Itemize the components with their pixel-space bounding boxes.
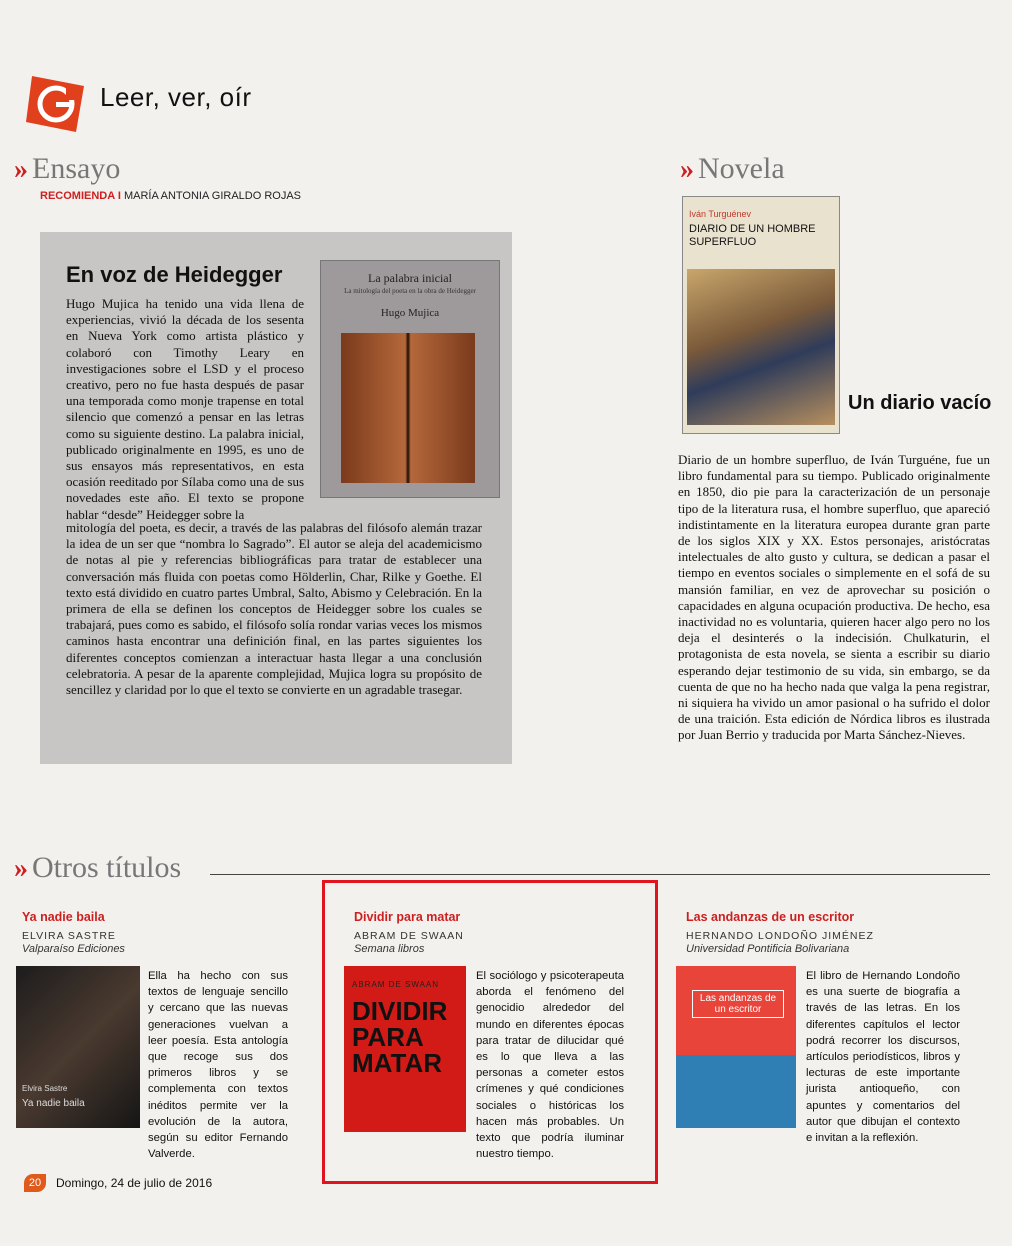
book-cover-diario-hombre-superfluo: Iván Turguénev DIARIO DE UN HOMBRE SUPERFLUO (682, 196, 840, 434)
recommended-by: RECOMIENDA I MARÍA ANTONIA GIRALDO ROJAS (40, 190, 302, 202)
section-title: Leer, ver, oír (100, 82, 252, 112)
book-author: ELVIRA SASTRE (22, 930, 116, 942)
highlight-box (322, 880, 658, 1184)
book-publisher: Valparaíso Ediciones (22, 943, 125, 955)
book-review: Ella ha hecho con sus textos de lenguaje sencillo y cercano que las nuevas generaciones vuelvan a leer poesía. Esta antología que recoge sus dos primeros libros y se complementa con textos inéditos permite ver la evolución de la autora, según su editor Fernando Valverde. (148, 970, 288, 1161)
cover-illustration (687, 269, 835, 425)
book-author: HERNANDO LONDOÑO JIMÉNEZ (686, 930, 874, 942)
ensayo-title: En voz de Heidegger (66, 262, 283, 287)
book-review: El libro de Hernando Londoño es una suerte de biografía a través de las letras. En los diferentes capítulos el lector podrá recorrer los discursos, artículos periodísticos, libros y lecturas de este importante jurista antioqueño, con apuntes y comentarios del autor que dibujan el contexto e invitan a la reflexión. (806, 970, 960, 1145)
ensayo-body-part-2: mitología del poeta, es decir, a través de las palabras del filósofo alemán trazar la idea de un ser que “nombra lo Sagrado”. El autor se aleja del academicismo de notas al pie y referencias bibliográficas para tratar de establecer una conversación más fluida con poetas como Hölderlin, Char, Rilke y Goethe. El texto está dividido en cuatro partes Umbral, Salto, Abismo y Celebración. En la primera de ella se definen los conceptos de Heidegger sobre los cuales se trabajará, pues como es sabido, el filósofo solía rondar varias veces los mismos caminos hasta encontrar una definición final, en las partes siguientes los diferentes conceptos comienzan a interactuar hasta llegar a una conclusión celebratoria. A pesar de la aparente complejidad, Mujica logra su propósito de sencillez y claridad por lo que el texto se convierte en un agradable trasegar. (66, 520, 482, 698)
book-review: El sociólogo y psicoterapeuta aborda el fenómeno del genocidio alrededor del mundo en diferentes épocas para tratar de dilucidar qué es lo que lleva a las personas a cometer estos crímenes y qué condiciones sociales o históricas los hacen más probables. Un texto que podría iluminar nuestro tiempo. (476, 970, 624, 1161)
cover-artwork (341, 333, 475, 483)
ensayo-body-part-1: Hugo Mujica ha tenido una vida llena de experiencias, vivió la década de los sesenta en Nueva York como artista plástico y colaboró con Timothy Leary en investigaciones sobre el LSD y el proceso creativo, pero no fue hasta después de pasar una temporada como monje trapense en total silencio que comenzó a pensar en las letras como su siguiente destino. La palabra inicial, publicado originalmente en 1995, es uno de sus ensayos más representativos, en esta ocasión reeditado por Sílaba como una de sus novedades este año. El texto se propone hablar “desde” Heidegger sobre la (66, 296, 304, 522)
book-title: Ya nadie baila (22, 910, 105, 924)
ensayo-heading: » Ensayo (14, 152, 121, 185)
chevron-icon: » (14, 154, 28, 185)
book-cover-dividir-para-matar: ABRAM DE SWAAN DIVIDIR PARA MATAR (344, 966, 466, 1132)
book-cover-la-palabra-inicial: La palabra inicial La mitología del poeta en la obra de Heidegger Hugo Mujica (320, 260, 500, 498)
chevron-icon: » (14, 853, 28, 884)
page-number: 20 (24, 1174, 46, 1192)
novela-title: Un diario vacío (848, 392, 992, 414)
divider (210, 874, 990, 875)
novela-body: Diario de un hombre superfluo, de Iván Turguéne, fue un libro fundamental para su tiempo. Publicado originalmente en 1850, dio pie para la caracterización de un personaje tipo de la literatura rusa, el hombre superfluo, que apareció indistintamente en la literatura europea durante gran parte de los siglos XIX y XX. Estos personajes, aristócratas intelectuales de alto gusto y cultura, se dedican a pasar el tiempo en eventos sociales o simplemente en el sofá de su mansión familiar, en vez de aprovechar su posición o capacidades en alguna ocupación productiva. De hecho, esa inactividad no es voluntaria, quieren hacer algo pero no los deja el desinterés o la indecisión. Chulkaturin, el protagonista de esta novela, se sienta a escribir su diario esperando dejar testimonio de su vida, sin embargo, se da cuenta de que no ha hecho nada que valga la pena registrar, ni siquiera ha vivido un amor pasional o ha sufrido el dolor de una traición. Esta edición de Nórdica libros es ilustrada por Juan Berrio y traducida por Marta Sánchez-Nieves. (678, 452, 990, 743)
book-publisher: Semana libros (354, 943, 425, 955)
otros-titulos-heading: » Otros títulos (14, 851, 182, 884)
book-cover-ya-nadie-baila: Elvira Sastre Ya nadie baila (16, 966, 140, 1128)
footer-date: Domingo, 24 de julio de 2016 (56, 1176, 213, 1190)
book-title: Las andanzas de un escritor (686, 910, 855, 924)
logo-g-icon (26, 72, 88, 134)
book-publisher: Universidad Pontificia Bolivariana (686, 943, 850, 955)
novela-heading: » Novela (680, 152, 785, 185)
book-cover-las-andanzas: Las andanzas de un escritor (676, 966, 796, 1128)
chevron-icon: » (680, 154, 694, 185)
book-author: ABRAM DE SWAAN (354, 930, 464, 942)
book-title: Dividir para matar (354, 910, 461, 924)
